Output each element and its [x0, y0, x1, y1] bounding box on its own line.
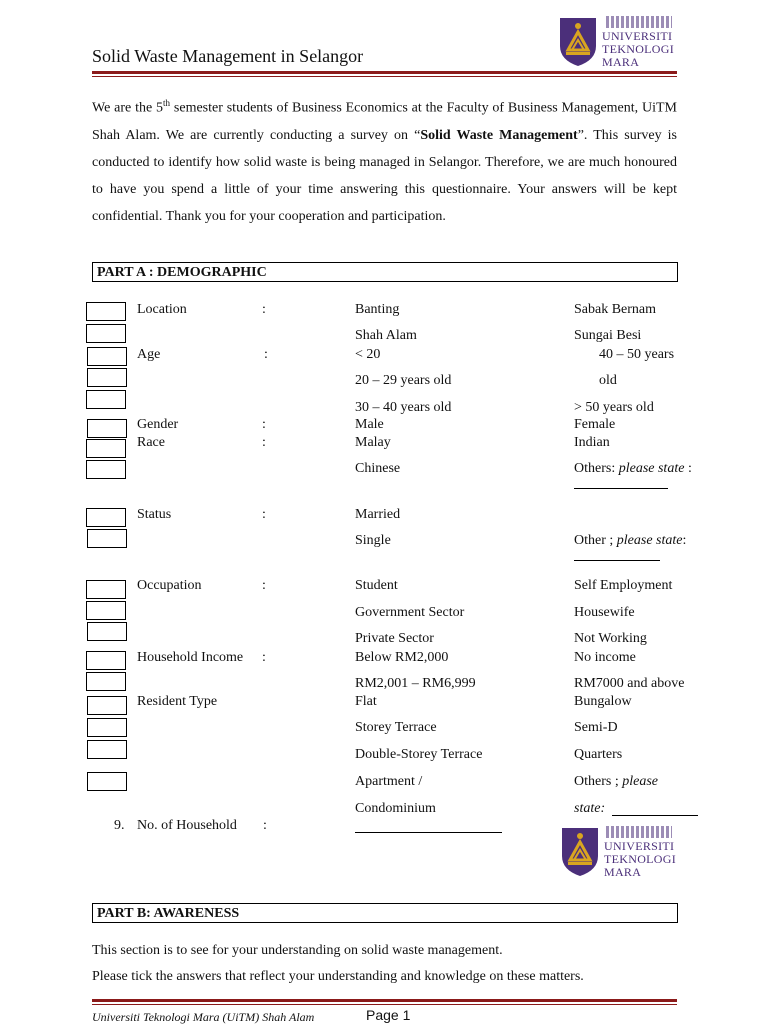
- income-label: Household Income: [137, 650, 244, 665]
- race-others-input[interactable]: [574, 488, 668, 489]
- checkbox-age[interactable]: [87, 347, 127, 366]
- header-rule: [92, 71, 677, 74]
- race-label: Race: [137, 435, 165, 450]
- part-a-heading: PART A : DEMOGRAPHIC: [92, 262, 678, 282]
- intro-paragraph: We are the 5th semester students of Business Economics at the Faculty of Business Management, UiTM Shah Alam. We are currently conducting a survey on “Solid Waste Management”. This survey is conducted to identify how solid waste is being managed in Selangor. Therefore, we are much honoured to have you spend a little of your time answering this questionnaire. Your answers will be kept confidential. Thank you for your cooperation and participation.: [92, 98, 677, 224]
- option-male: Male: [355, 417, 384, 432]
- option-sabak-bernam: Sabak Bernam: [574, 302, 657, 317]
- option-age-30-40: 30 – 40 years old: [355, 400, 452, 415]
- option-age-40-50: 40 – 50 years: [599, 347, 675, 362]
- option-condominium: Condominium: [355, 801, 436, 816]
- location-label: Location: [137, 302, 187, 317]
- checkbox-location[interactable]: [86, 324, 126, 343]
- logo-jawi-script: [606, 826, 672, 838]
- option-bungalow: Bungalow: [574, 694, 632, 709]
- logo-line-3: MARA: [604, 865, 642, 879]
- option-single: Single: [355, 533, 391, 548]
- checkbox-occupation[interactable]: [86, 601, 126, 620]
- logo-line-1: UNIVERSITI: [602, 29, 673, 43]
- checkbox-race[interactable]: [86, 439, 126, 458]
- checkbox-occupation[interactable]: [86, 580, 126, 599]
- option-age-40-50-cont: old: [599, 373, 617, 388]
- checkbox-age[interactable]: [87, 368, 127, 387]
- household-label: No. of Household: [137, 818, 237, 833]
- option-private-sector: Private Sector: [355, 631, 434, 646]
- age-label: Age: [137, 347, 161, 362]
- document-title: Solid Waste Management in Selangor: [92, 46, 364, 66]
- option-indian: Indian: [574, 435, 610, 450]
- age-colon: :: [264, 347, 268, 362]
- checkbox-resident[interactable]: [87, 740, 127, 759]
- option-storey-terrace: Storey Terrace: [355, 720, 437, 735]
- part-b-heading: PART B: AWARENESS: [92, 903, 678, 923]
- option-age-under-20: < 20: [355, 347, 381, 362]
- logo-jawi-script: [606, 16, 672, 28]
- uitm-crest-icon: [560, 826, 600, 878]
- footer-rule: [92, 999, 677, 1002]
- logo-line-2: TEKNOLOGI: [602, 42, 675, 56]
- occupation-label: Occupation: [137, 578, 202, 593]
- footer-institution: Universiti Teknologi Mara (UiTM) Shah Alam: [92, 1010, 315, 1024]
- uitm-crest-icon: [558, 16, 598, 68]
- footer-rule-thin: [92, 1004, 677, 1005]
- option-student: Student: [355, 578, 398, 593]
- option-race-others: Others: please state :: [574, 461, 692, 476]
- income-colon: :: [262, 650, 266, 665]
- checkbox-occupation[interactable]: [87, 622, 127, 641]
- checkbox-status[interactable]: [87, 529, 127, 548]
- household-number: 9.: [114, 818, 125, 833]
- option-shah-alam: Shah Alam: [355, 328, 417, 343]
- option-chinese: Chinese: [355, 461, 401, 476]
- option-banting: Banting: [355, 302, 400, 317]
- checkbox-status[interactable]: [86, 508, 126, 527]
- household-input[interactable]: [355, 832, 502, 833]
- option-double-storey-terrace: Double-Storey Terrace: [355, 747, 483, 762]
- resident-other-input[interactable]: [612, 815, 698, 816]
- option-age-over-50: > 50 years old: [574, 400, 654, 415]
- logo-line-3: MARA: [602, 55, 640, 69]
- option-married: Married: [355, 507, 401, 522]
- option-malay: Malay: [355, 435, 391, 450]
- option-rm7000-above: RM7000 and above: [574, 676, 685, 691]
- checkbox-gender[interactable]: [87, 419, 127, 438]
- checkbox-age[interactable]: [86, 390, 126, 409]
- occupation-colon: :: [262, 578, 266, 593]
- option-female: Female: [574, 417, 616, 432]
- status-label: Status: [137, 507, 172, 522]
- option-semi-d: Semi-D: [574, 720, 618, 735]
- checkbox-income[interactable]: [86, 651, 126, 670]
- uitm-logo-secondary: [560, 824, 680, 880]
- race-colon: :: [262, 435, 266, 450]
- resident-label: Resident Type: [137, 694, 218, 709]
- gender-colon: :: [262, 417, 266, 432]
- option-self-employment: Self Employment: [574, 578, 673, 593]
- status-colon: :: [262, 507, 266, 522]
- option-rm2001-rm6999: RM2,001 – RM6,999: [355, 676, 476, 691]
- gender-label: Gender: [137, 417, 179, 432]
- logo-line-2: TEKNOLOGI: [604, 852, 677, 866]
- option-housewife: Housewife: [574, 605, 635, 620]
- option-government-sector: Government Sector: [355, 605, 465, 620]
- header-rule-thin: [92, 76, 677, 77]
- checkbox-income[interactable]: [86, 672, 126, 691]
- location-colon: :: [262, 302, 266, 317]
- household-colon: :: [263, 818, 267, 833]
- option-flat: Flat: [355, 694, 377, 709]
- part-b-intro-line-2: Please tick the answers that reflect your understanding and knowledge on these matters.: [92, 969, 584, 984]
- option-quarters: Quarters: [574, 747, 623, 762]
- checkbox-resident[interactable]: [87, 772, 127, 791]
- uitm-logo: [558, 14, 678, 70]
- page-number: Page 1: [366, 1007, 411, 1023]
- option-sungai-besi: Sungai Besi: [574, 328, 642, 343]
- logo-line-1: UNIVERSITI: [604, 839, 675, 853]
- option-below-rm2000: Below RM2,000: [355, 650, 449, 665]
- option-age-20-29: 20 – 29 years old: [355, 373, 452, 388]
- checkbox-resident[interactable]: [87, 718, 127, 737]
- option-resident-others: Others ; please: [574, 774, 658, 789]
- part-b-intro-line-1: This section is to see for your understanding on solid waste management.: [92, 943, 503, 958]
- status-other-input[interactable]: [574, 560, 660, 561]
- option-not-working: Not Working: [574, 631, 647, 646]
- checkbox-location[interactable]: [86, 302, 126, 321]
- option-status-other: Other ; please state:: [574, 533, 687, 548]
- option-apartment: Apartment /: [355, 774, 423, 789]
- option-resident-state: state:: [574, 801, 606, 816]
- option-no-income: No income: [574, 650, 636, 665]
- checkbox-race[interactable]: [86, 460, 126, 479]
- checkbox-resident[interactable]: [87, 696, 127, 715]
